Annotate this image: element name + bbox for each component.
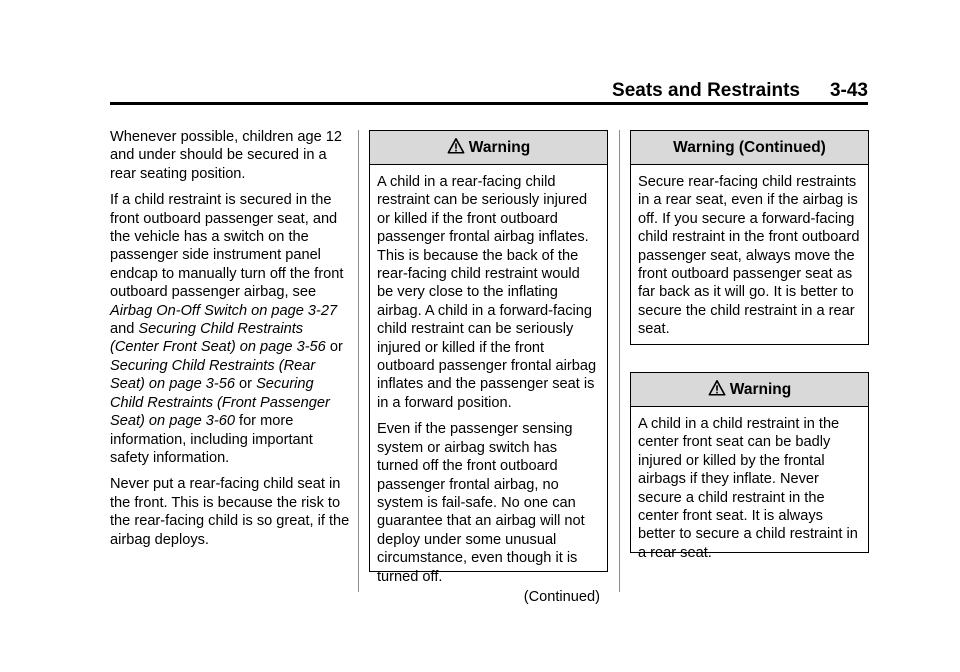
left-column [110, 128, 350, 557]
text-fragment: If a child restraint is secured in the front outboard passenger seat, and the vehicle has a switch on the passenger side instrument panel endcap to manually turn off the front outboard passenger airbag, see [110, 192, 344, 301]
text-fragment: and [110, 321, 135, 338]
warning-paragraph: Secure rear-facing child restraints in a rear seat, even if the airbag is off. If you secure a forward-facing child restraint in the front outboard passenger seat, always move the front outboard passenger seat as far back as it will go. It is better to secure the child restraint in a rear seat. [638, 174, 860, 338]
warning-heading: Warning [729, 381, 792, 398]
column-divider [358, 130, 359, 592]
warning-paragraph: A child in a rear-facing child restraint can be seriously injured or killed if the front outboard passenger frontal airbag inflates. This is because the back of the rear-facing child restraint would be very close to the inflating airbag. A child in a forward-facing child restraint can be seriously injured or killed if the front outboard passenger frontal airbag inflates and the passenger seat is in a forward position. [377, 174, 597, 411]
section-title: Seats and Restraints [612, 80, 800, 101]
warning-header [631, 373, 868, 407]
warning-box-continued [630, 130, 869, 345]
warning-heading: Warning (Continued) [673, 139, 826, 156]
text-fragment: for more information, including important safety information. [110, 413, 313, 466]
warning-body [631, 407, 868, 576]
warning-heading: Warning [468, 139, 531, 156]
page-number: 3-43 [829, 80, 868, 101]
paragraph-child-restraint-front [110, 191, 350, 467]
warning-box-airbag-rear-facing [369, 130, 608, 605]
warning-triangle-icon [447, 137, 465, 155]
cross-reference-link[interactable]: Airbag On-Off Switch on page 3-27 [110, 302, 338, 319]
cross-reference-link[interactable]: Securing Child Restraints (Center Front Seat) on page 3-56 [110, 321, 326, 356]
warning-triangle-icon [708, 379, 726, 397]
column-divider [619, 130, 620, 592]
warning-box-center-front-seat [630, 372, 869, 561]
warning-paragraph: Even if the passenger sensing system or airbag switch has turned off the front outboard passenger frontal airbag, no system is fail-safe. No one can guarantee that an airbag will not deploy under some unusual circumstance, even though it is turned off. [377, 421, 585, 585]
warning-body [631, 165, 868, 353]
warning-body [370, 165, 607, 620]
warning-header [631, 131, 868, 165]
page-header [110, 74, 868, 105]
text-fragment: or [329, 339, 343, 356]
warning-header [370, 131, 607, 165]
warning-paragraph: A child in a child restraint in the center front seat can be badly injured or killed by the frontal airbags if they inflate. Never secure a child restraint in the center front seat. It is always better to secure a child restraint in a rear seat. [638, 416, 858, 561]
continued-label: (Continued) [523, 588, 600, 605]
text-fragment: or [239, 376, 252, 393]
paragraph-children-age: Whenever possible, children age 12 and under should be secured in a rear seating position. [110, 129, 343, 182]
paragraph-never-rear-facing: Never put a rear-facing child seat in the front. This is because the risk to the rear-facing child is so great, if the airbag deploys. [110, 476, 350, 548]
cross-reference-link[interactable]: Securing Child Restraints (Rear Seat) on page 3-56 [110, 357, 316, 393]
cross-reference-link[interactable]: Securing Child Restraints (Front Passenger Seat) on page 3-60 [110, 376, 330, 430]
